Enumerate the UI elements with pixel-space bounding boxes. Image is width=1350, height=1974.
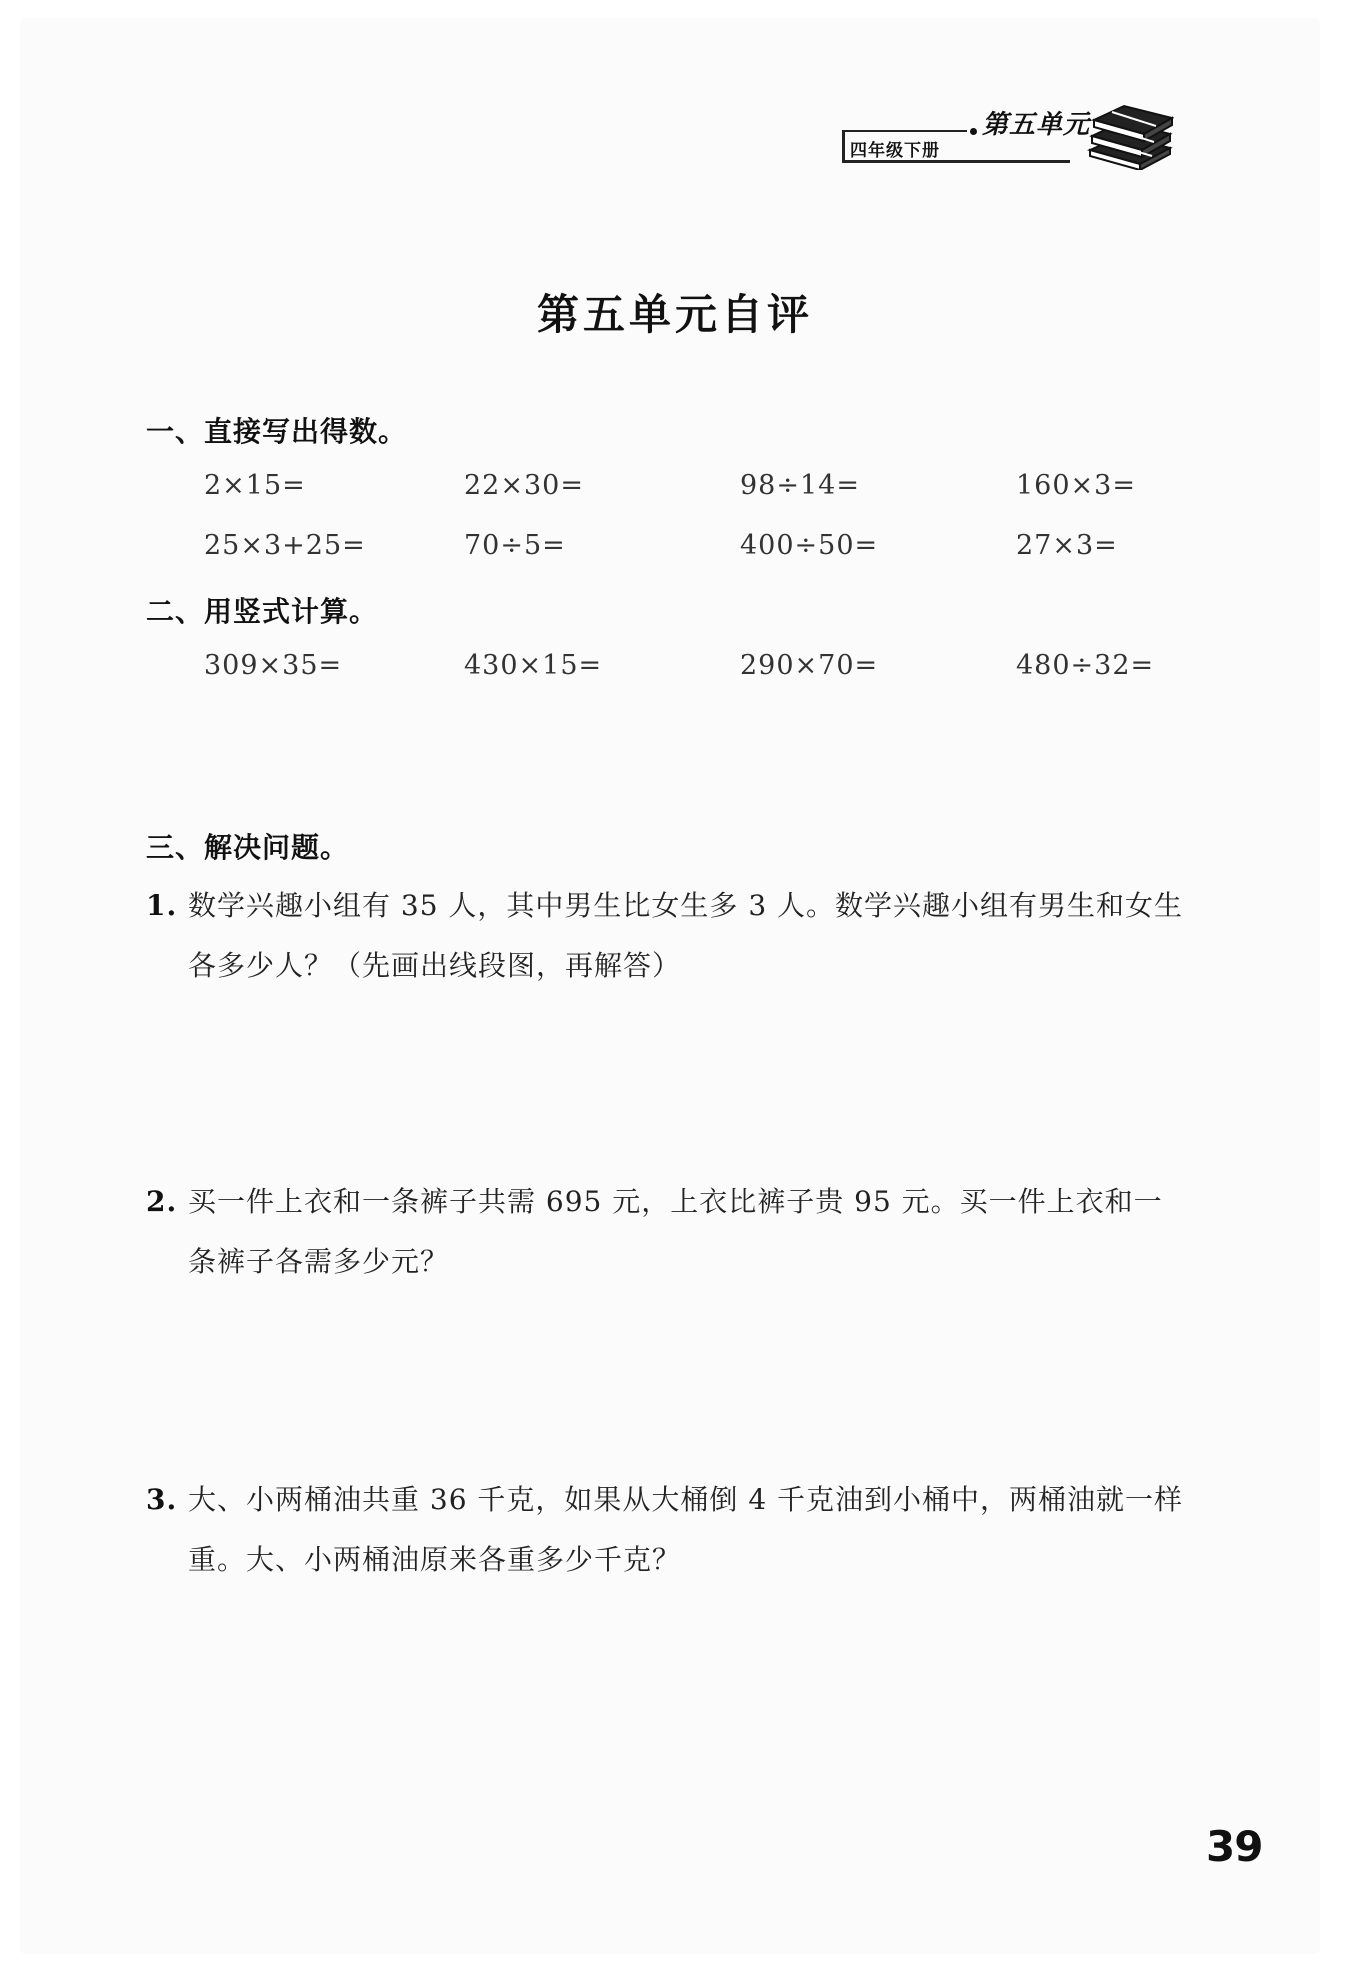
oral-calc-item: 160×3= [1016, 470, 1136, 501]
problem-text: 大、小两桶油共重 36 千克，如果从大桶倒 4 千克油到小桶中，两桶油就一样重。大、小两桶油原来各重多少千克？ [188, 1483, 1184, 1576]
section-heading-3: 三、解决问题。 [146, 831, 350, 864]
oral-calc-item: 25×3+25= [204, 530, 366, 561]
oral-calc-item: 98÷14= [740, 470, 860, 501]
unit-dot [970, 128, 977, 135]
problem-number: 3. [146, 1483, 178, 1516]
section-heading-2: 二、用竖式计算。 [146, 595, 379, 628]
problem-text: 买一件上衣和一条裤子共需 695 元，上衣比裤子贵 95 元。买一件上衣和一条裤子各需多少元？ [188, 1185, 1163, 1278]
word-problem-2 [146, 1172, 1186, 1292]
word-problem-3 [146, 1470, 1186, 1590]
problem-number: 2. [146, 1185, 178, 1218]
word-problem-1 [146, 876, 1186, 996]
oral-calc-item: 400÷50= [740, 530, 879, 561]
oral-calc-item: 27×3= [1016, 530, 1118, 561]
badge-frame-top [842, 130, 967, 132]
unit-header-badge [842, 98, 1182, 178]
problem-text: 数学兴趣小组有 35 人，其中男生比女生多 3 人。数学兴趣小组有男生和女生各多少人？（先画出线段图，再解答） [188, 889, 1184, 982]
problem-number: 1. [146, 889, 178, 922]
oral-calc-item: 2×15= [204, 470, 306, 501]
grade-label: 四年级下册 [850, 141, 940, 161]
vertical-calc-item: 430×15= [464, 650, 603, 681]
page-title: 第五单元自评 [536, 290, 813, 339]
oral-calc-item: 22×30= [464, 470, 584, 501]
vertical-calc-item: 480÷32= [1016, 650, 1155, 681]
unit-label: 第五单元 [982, 110, 1091, 140]
vertical-calc-item: 290×70= [740, 650, 879, 681]
oral-calc-item: 70÷5= [464, 530, 566, 561]
vertical-calc-item: 309×35= [204, 650, 343, 681]
badge-frame-left [842, 130, 845, 163]
page-number: 39 [1206, 1822, 1263, 1871]
section-heading-1: 一、直接写出得数。 [146, 415, 408, 448]
books-stack-icon [1082, 98, 1174, 170]
